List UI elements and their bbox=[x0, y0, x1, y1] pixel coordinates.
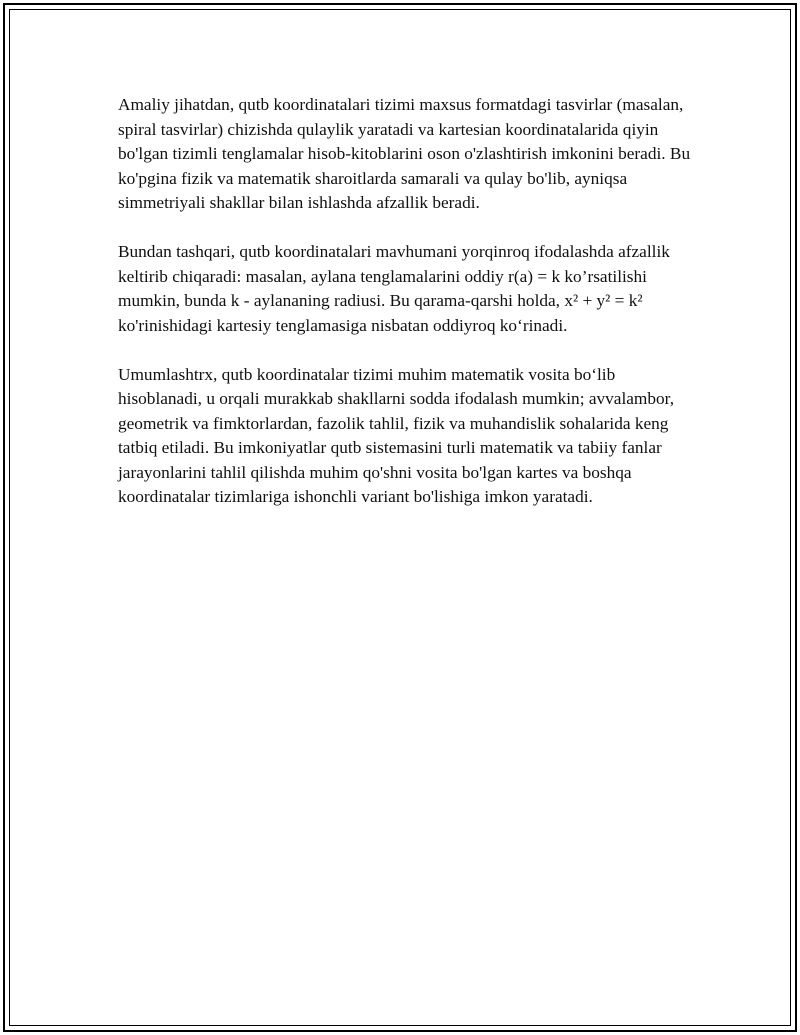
paragraph-3: Umumlashtrx, qutb koordinatalar tizimi muhim matematik vosita bo‘lib hisoblanadi, u orqali murakkab shakllarni sodda ifodalash mumkin; avvalambor, geometrik va fimktorlardan, fazolik tahlil, fizik va muhandislik sohalarida keng tatbiq etiladi. Bu imkoniyatlar qutb sistemasini turli matematik va tabiiy fanlar jarayonlarini tahlil qilishda muhim qo'shni vosita bo'lgan kartes va boshqa koordinatalar tizimlariga ishonchli variant bo'lishiga imkon yaratadi. bbox=[118, 364, 675, 506]
document-body bbox=[118, 93, 698, 534]
paragraph-2: Bundan tashqari, qutb koordinatalari mavhumani yorqinroq ifodalashda afzallik keltirib chiqaradi: masalan, aylana tenglamalarini oddiy r(a) = k ko’rsatilishi mumkin, bunda k - aylananing radiusi. Bu qarama-qarshi holda, x² + y² = k² ko'rinishidagi kartesiy tenglamasiga nisbatan oddiyroq ko‘rinadi. bbox=[118, 242, 670, 335]
paragraph-1: Amaliy jihatdan, qutb koordinatalari tizimi maxsus formatdagi tasvirlar (masalan, spiral tasvirlar) chizishda qulaylik yaratadi va kartesian koordinatalarida qiyin bo'lgan tizimli tenglamalar hisob-kitoblarini oson o'zlashtirish imkonini beradi. Bu ko'pgina fizik va matematik sharoitlarda samarali va qulay bo'lib, ayniqsa simmetriyali shakllar bilan ishlashda afzallik beradi. bbox=[118, 95, 691, 212]
